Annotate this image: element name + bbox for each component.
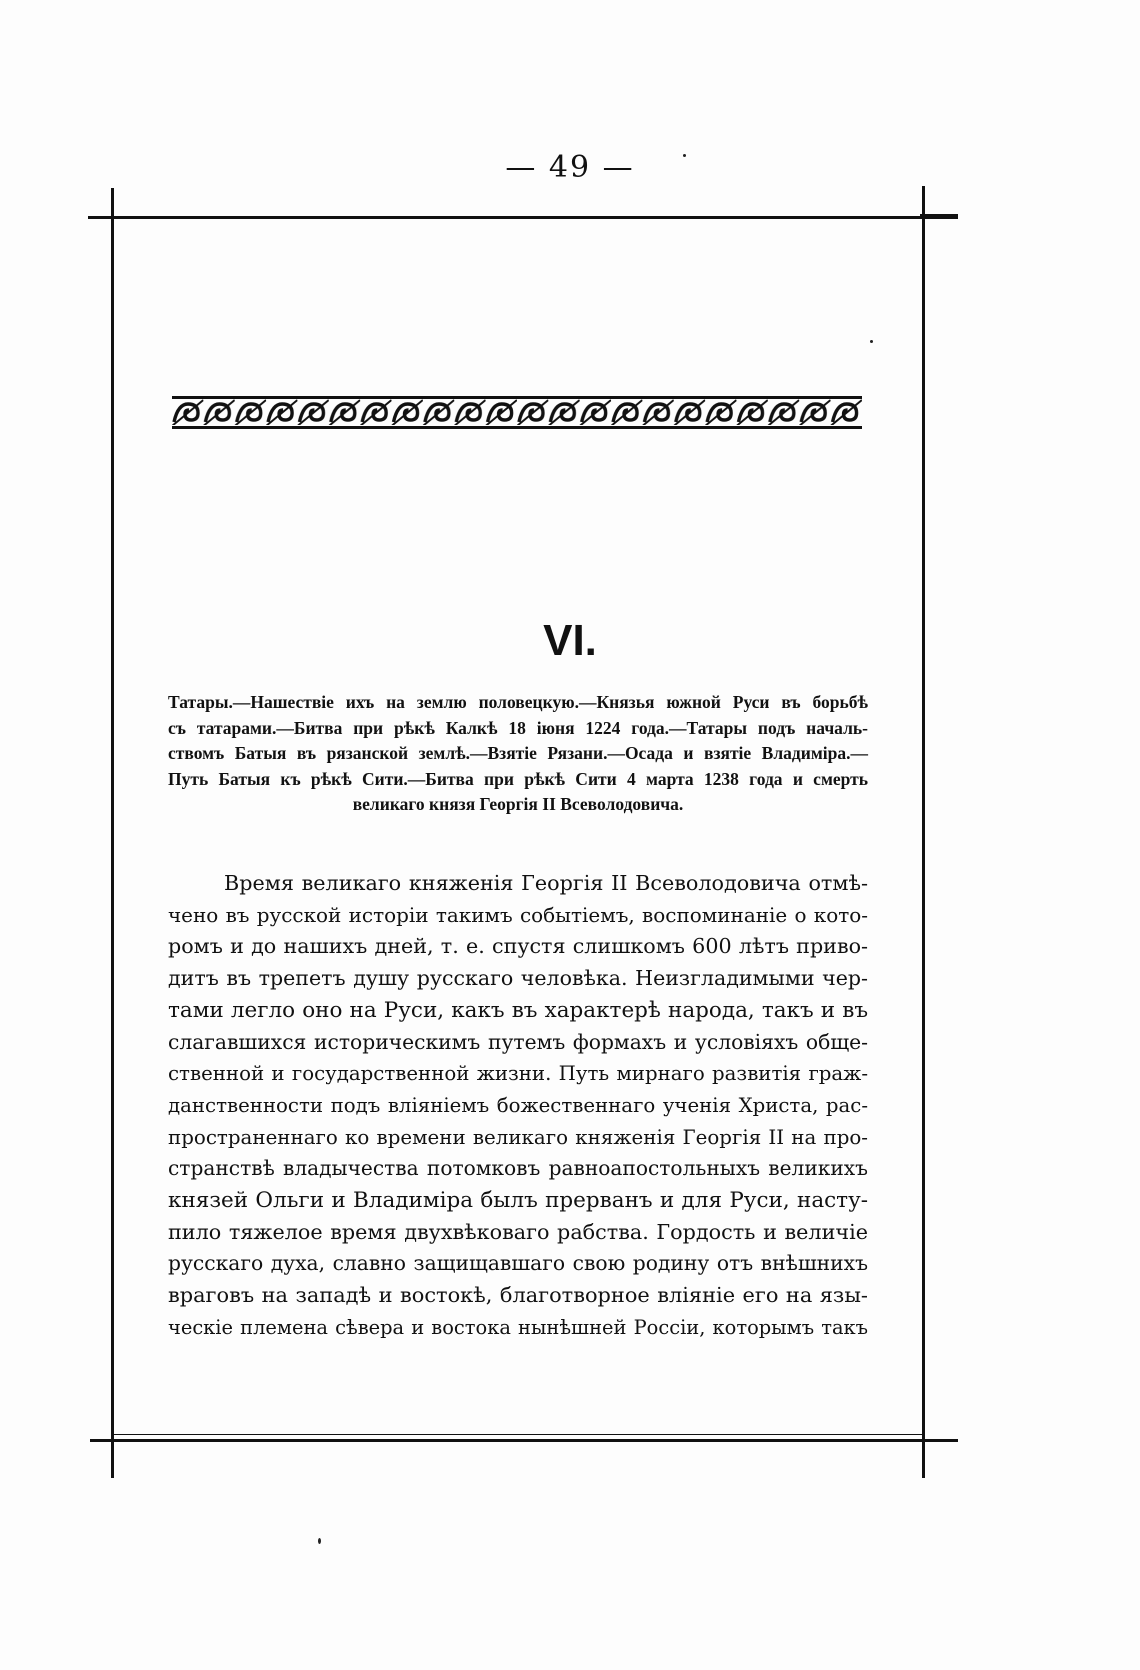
summary-line: ствомъ Батыя въ рязанской землѣ.—Взятіе Рязани.—Осада и взятіе Владиміра.— [168,743,868,763]
summary-line: великаго князя Георгія II Всеволодовича. [352,794,684,814]
summary-line: Путь Батыя къ рѣкѣ Сити.—Битва при рѣкѣ Сити 4 марта 1238 года и смерть [168,768,868,789]
scan-speck [318,1538,321,1544]
text-line: враговъ на западѣ и востокѣ, благотворное вліяніе его на язы- [168,1283,868,1308]
frame-left-rule [111,188,114,1478]
text-line: ственной и государственной жизни. Путь мирнаго развитія граж- [168,1062,868,1086]
frame-bottom-rule [90,1439,958,1442]
text-line: пило тяжелое время двухвѣковаго рабства. Гордость и величіе [168,1219,868,1244]
text-line: дитъ въ трепетъ душу русскаго человѣка. Неизгладимыми чер- [168,966,868,991]
frame-right-rule [922,186,925,1478]
text-line: Время великаго княженія Георгія II Всеволодовича отмѣ- [224,871,868,895]
text-line: пространеннаго ко времени великаго княженія Георгія II на про- [168,1125,868,1149]
body-paragraph [168,868,868,1344]
text-line: князей Ольги и Владиміра былъ прерванъ и для Руси, насту- [168,1188,868,1214]
text-line: слагавшихся историческимъ путемъ формахъ и условіяхъ обще- [168,1029,868,1054]
text-line: тами легло оно на Руси, какъ въ характерѣ народа, такъ и въ [168,997,868,1023]
text-line: ческіе племена сѣвера и востока нынѣшней Россіи, которымъ такъ [168,1315,868,1339]
text-line: русскаго духа, славно защищавшаго свою родину отъ внѣшнихъ [168,1251,868,1276]
summary-line: съ татарами.—Битва при рѣкѣ Калкѣ 18 іюня 1224 года.—Татары подъ началь- [168,717,868,738]
scan-speck [870,340,873,343]
ornamental-band [172,396,862,430]
frame-top-rule [88,216,954,219]
text-line: странствѣ владычества потомковъ равноапостольныхъ великихъ [168,1156,868,1181]
chapter-summary [168,690,868,818]
chapter-numeral: VI. [543,616,597,665]
scan-speck [683,154,686,157]
text-line: ромъ и до нашихъ дней, т. е. спустя слишкомъ 600 лѣтъ приво- [168,934,868,959]
text-line: данственности подъ вліяніемъ божественнаго ученія Христа, рас- [168,1093,868,1117]
summary-line: Татары.—Нашествіе ихъ на землю половецкую.—Князья южной Руси въ борьбѣ [168,692,868,712]
text-line: чено въ русской исторіи такимъ событіемъ, воспоминаніе о кото- [168,902,868,927]
frame-top-rule-tab [920,214,958,219]
page-number: — 49 — [505,150,635,185]
frame-bottom-rule-thin [112,1434,924,1435]
